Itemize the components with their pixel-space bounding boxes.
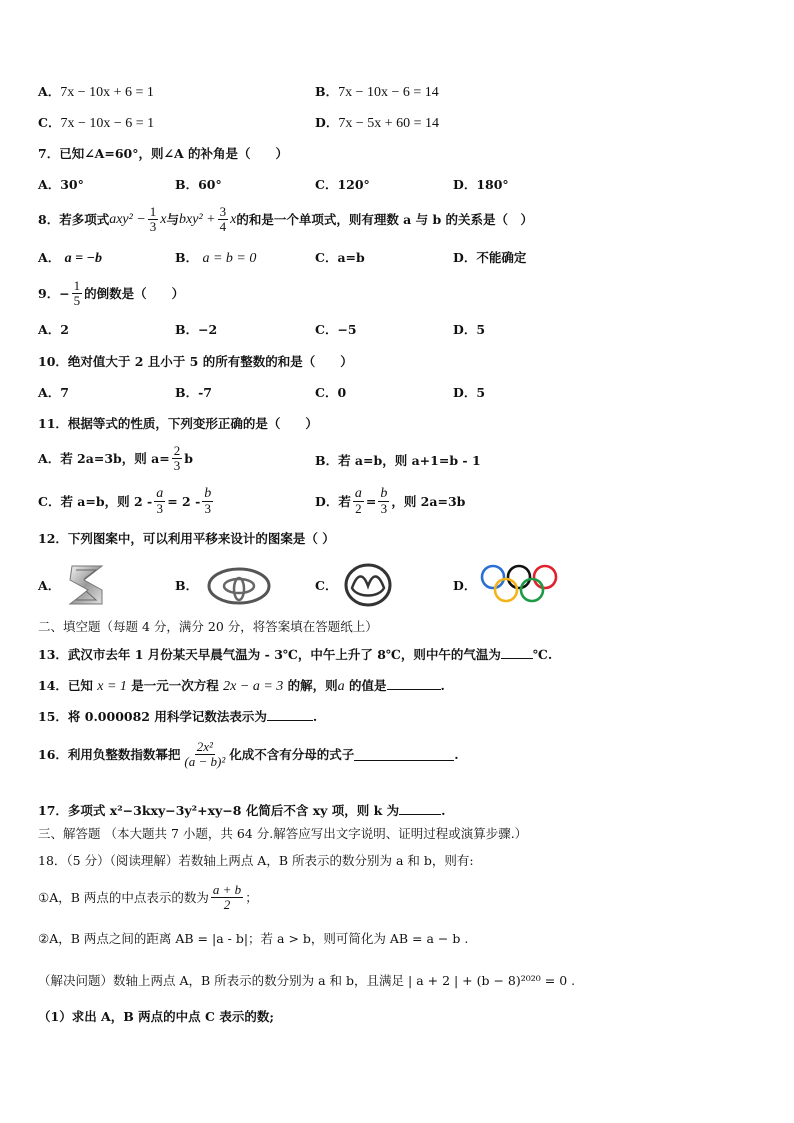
q6-option-d-label: D．	[315, 115, 339, 130]
q8-f1-num: 1	[149, 204, 157, 219]
ring-yellow	[495, 579, 517, 601]
q9-stem	[38, 279, 184, 308]
q8-stem-post: 的和是一个单项式，则有理数 a 与 b 的关系是（ ）	[236, 211, 534, 227]
q8-mid: 与	[166, 211, 180, 227]
q13-post: ℃.	[532, 647, 553, 662]
q18-c1-pre: ①A，B 两点的中点表示的数为	[38, 889, 209, 905]
q18-conclusion-1	[38, 883, 258, 912]
q8-f2-den: 4	[219, 219, 227, 234]
q11-option-c-fraction-1	[154, 487, 165, 516]
q11-stem: 11．根据等式的性质，下列变形正确的是（ ）	[38, 416, 318, 431]
q9-f-den: 5	[73, 293, 81, 308]
q11-c-d1: 3	[156, 501, 163, 516]
q8-stem	[38, 205, 533, 234]
q6-option-d-expr: 7x − 5x + 60 = 14	[338, 116, 440, 131]
q11-option-d	[315, 487, 465, 516]
q12-option-c-label: C．	[315, 578, 338, 593]
q11-c-d2: 3	[204, 501, 212, 516]
q8-x2: x	[230, 211, 237, 227]
mazda-logo-icon	[343, 562, 393, 608]
q10-stem: 10．绝对值大于 2 且小于 5 的所有整数的和是（ ）	[38, 354, 353, 369]
ring-green	[521, 579, 543, 601]
q7-option-a: A．30°	[38, 177, 84, 192]
q11-option-d-mid: =	[365, 493, 377, 509]
q11-option-a-pre: A．若 2a=3b，则 a=	[38, 450, 170, 466]
q16-num: 2x²	[196, 739, 213, 754]
q9-option-a: A．2	[38, 322, 69, 337]
q17	[38, 802, 446, 819]
q10-option-c: C．0	[315, 385, 347, 400]
suzuki-logo-icon	[62, 560, 110, 608]
q14-mid: 是一元一次方程	[131, 678, 219, 693]
q11-d-d1: 2	[355, 501, 362, 516]
section-2-heading: 二、填空题（每题 4 分，满分 20 分，将答案填在答题纸上）	[38, 619, 378, 634]
q14-var: a	[337, 679, 345, 694]
q6-option-d	[315, 115, 439, 132]
toyota-logo-icon	[206, 566, 272, 606]
q11-option-d-fraction-2	[378, 487, 389, 516]
q14-eq: 2x − a = 3	[223, 679, 284, 694]
q17-end: .	[441, 803, 446, 818]
q11-option-a	[38, 444, 193, 473]
q11-option-a-fraction	[172, 444, 183, 473]
q13-answer-blank[interactable]	[501, 646, 533, 659]
ring-black	[508, 566, 530, 588]
q8-option-d: D．不能确定	[453, 250, 527, 265]
q9-option-b: B．−2	[175, 322, 218, 337]
q8-term1: axy² −	[109, 211, 146, 227]
q8-f1-den: 3	[149, 219, 157, 234]
q8-option-b-expr: a = b = 0	[202, 251, 257, 266]
q9-pre: 9．−	[38, 285, 70, 301]
q14	[38, 677, 445, 695]
q14-end: .	[440, 678, 445, 693]
q16-post: 化成不含有分母的式子	[229, 746, 355, 762]
q9-option-d: D．5	[453, 322, 486, 337]
q16-answer-blank[interactable]	[354, 748, 454, 761]
q6-option-a-expr: 7x − 10x + 6 = 1	[60, 85, 154, 100]
olympic-rings-icon	[478, 563, 562, 605]
q14-mid2: 的解，则	[287, 678, 338, 693]
q8-stem-pre: 8．若多项式	[38, 211, 110, 227]
q7-option-d: D．180°	[453, 177, 509, 192]
q8-fraction-2	[218, 205, 229, 234]
q8-option-b	[175, 250, 256, 267]
q8-f2-num: 3	[219, 204, 227, 219]
ring-blue	[482, 566, 504, 588]
q6-option-c-label: C．	[38, 115, 61, 130]
q9-option-c: C．−5	[315, 322, 357, 337]
q18-part-1: （1）求出 A，B 两点的中点 C 表示的数;	[38, 1009, 274, 1024]
q12-option-b-label: B．	[175, 578, 199, 593]
q11-a-den: 3	[173, 458, 181, 473]
q18-c1-fraction	[211, 883, 243, 912]
q17-answer-blank[interactable]	[399, 802, 441, 815]
q16-end: .	[454, 746, 459, 762]
q11-option-d-post: ，则 2a=3b	[391, 493, 466, 509]
q11-d-n1: a	[354, 486, 362, 501]
q6-option-b	[315, 84, 439, 101]
q11-option-c-fraction-2	[202, 487, 213, 516]
q11-d-n2: b	[380, 486, 388, 501]
q15	[38, 708, 317, 725]
q14-answer-blank[interactable]	[387, 677, 441, 690]
q10-option-d: D．5	[453, 385, 486, 400]
q8-option-a-label: A．	[38, 250, 61, 265]
q18-intro: 18．（5 分）（阅读理解）若数轴上两点 A，B 所表示的数分别为 a 和 b，则有:	[38, 853, 474, 868]
q6-option-b-label: B．	[315, 84, 339, 99]
q9-f-num: 1	[73, 278, 81, 293]
q11-option-b: B．若 a=b，则 a+1=b - 1	[315, 453, 481, 468]
q13	[38, 646, 552, 663]
q15-end: .	[312, 709, 318, 724]
q6-option-c-expr: 7x − 10x − 6 = 1	[60, 116, 155, 131]
q8-option-b-label: B．	[175, 250, 199, 265]
q16-den: (a − b)²	[184, 754, 226, 769]
q18-solve: （解决问题）数轴上两点 A，B 所表示的数分别为 a 和 b，且满足 | a + 2 | + (b − 8)²⁰²⁰ = 0 .	[38, 973, 576, 988]
q8-term2: bxy² +	[179, 211, 216, 227]
q16-fraction	[182, 740, 227, 769]
q11-option-d-fraction-1	[353, 487, 364, 516]
q11-option-a-post: b	[184, 450, 193, 466]
q14-cond: x = 1	[97, 679, 127, 694]
q11-option-c-mid: = 2 -	[167, 493, 201, 509]
q9-fraction	[72, 279, 83, 308]
q8-option-a	[38, 250, 102, 267]
q15-text: 15．将 0.000082 用科学记数法表示为	[38, 709, 267, 724]
q15-answer-blank[interactable]	[267, 708, 313, 721]
q14-pre: 14．已知	[38, 678, 93, 693]
q11-c-n1: a	[156, 486, 164, 501]
q6-option-a	[38, 84, 154, 101]
q11-a-num: 2	[173, 443, 181, 458]
q8-fraction-1	[148, 205, 159, 234]
q11-c-n2: b	[204, 486, 212, 501]
q18-conclusion-2: ②A，B 两点之间的距离 AB = |a - b|；若 a > b，则可简化为 AB = a − b .	[38, 931, 469, 946]
q18-c1-num: a + b	[212, 882, 242, 897]
q7-option-b: B．60°	[175, 177, 222, 192]
q10-option-a: A．7	[38, 385, 69, 400]
q11-option-d-pre: D．若	[315, 493, 351, 509]
q12-option-a-label: A．	[38, 578, 61, 593]
q8-option-c: C．a=b	[315, 250, 365, 265]
q16-pre: 16．利用负整数指数幂把	[38, 746, 181, 762]
section-3-heading: 三、解答题 （本大题共 7 小题，共 64 分.解答应写出文字说明、证明过程或演算步骤.）	[38, 826, 528, 841]
q11-option-c	[38, 487, 215, 516]
q14-post: 的值是	[349, 678, 387, 693]
q11-d-d2: 3	[380, 501, 388, 516]
q8-option-a-expr: a = −b	[64, 251, 103, 266]
q6-option-c	[38, 115, 154, 132]
q8-x1: x	[160, 211, 167, 227]
q18-c1-den: 2	[223, 897, 231, 912]
ring-red	[534, 566, 556, 588]
q9-post: 的倒数是（ ）	[84, 285, 185, 301]
q18-c1-post: ；	[245, 889, 258, 905]
q7-option-c: C．120°	[315, 177, 370, 192]
q6-option-a-label: A．	[38, 84, 61, 99]
q12-option-d-label: D．	[453, 578, 477, 593]
q10-option-b: B．-7	[175, 385, 212, 400]
q6-option-b-expr: 7x − 10x − 6 = 14	[338, 85, 439, 100]
q7-stem: 7．已知∠A=60°，则∠A 的补角是（ ）	[38, 146, 289, 161]
q11-option-c-pre: C．若 a=b，则 2 -	[38, 493, 153, 509]
q17-text: 17．多项式 x²−3kxy−3y²+xy−8 化简后不含 xy 项，则 k 为	[38, 803, 400, 818]
q13-text: 13．武汉市去年 1 月份某天早晨气温为 - 3℃，中午上升了 8℃，则中午的气温为	[38, 647, 501, 662]
q16	[38, 740, 459, 769]
q12-stem: 12．下列图案中，可以利用平移来设计的图案是（ ）	[38, 531, 335, 546]
